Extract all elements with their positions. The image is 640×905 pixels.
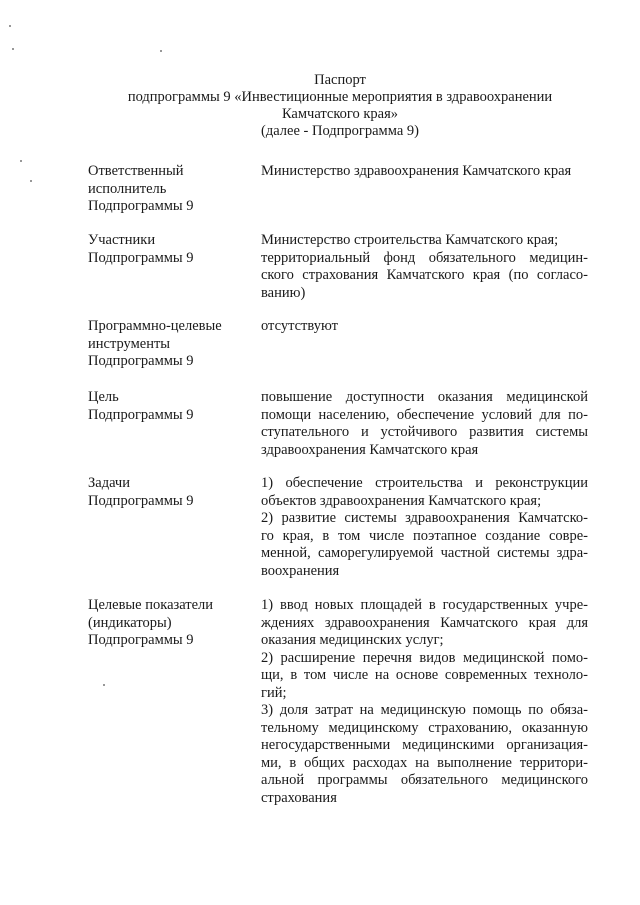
row-label-line: Задачи — [88, 475, 130, 491]
row-value-paragraph — [261, 232, 588, 250]
row-label — [88, 389, 248, 424]
row-value-line: ждениях здравоохранения Камчатского края для — [261, 614, 588, 631]
row-value — [261, 475, 588, 580]
header-subprogram-name: подпрограммы 9 «Инвестиционные мероприятия в здравоохранении — [127, 89, 553, 105]
row-value-line: здравоохранения Камчатского края — [261, 441, 479, 458]
row-value-line: территориальный фонд обязательного медицин- — [261, 249, 588, 266]
row-value-paragraph — [261, 389, 588, 459]
row-label-line: Цель — [88, 389, 119, 405]
row-value — [261, 389, 588, 459]
row-label-line: инструменты — [88, 335, 171, 352]
row-value-line: щи, в том числе на основе современных техноло- — [261, 667, 588, 683]
row-value-line: объектов здравоохранения Камчатского края; — [261, 492, 542, 509]
scan-speck — [160, 50, 162, 52]
row-label-line: Подпрограммы 9 — [88, 406, 194, 423]
row-value-line: 3) доля затрат на медицинскую помощь по обяза- — [261, 702, 588, 718]
row-value-line: ми, в общих расходах на выполнение территори- — [261, 754, 588, 771]
header-title: Паспорт — [314, 72, 366, 88]
row-label-line: Программно-целевые — [88, 318, 222, 334]
row-value-paragraph — [261, 510, 588, 580]
row-label-line: Подпрограммы 9 — [88, 492, 194, 509]
scan-speck — [30, 180, 32, 182]
scan-speck — [103, 684, 105, 686]
scan-speck — [9, 25, 11, 27]
row-value-line: го края, в том числе поэтапное создание совре- — [261, 527, 588, 544]
scan-speck — [20, 160, 22, 162]
row-label — [88, 163, 248, 216]
scan-speck — [12, 48, 14, 50]
row-value — [261, 232, 588, 302]
header-abbreviation: (далее - Подпрограмма 9) — [261, 123, 419, 139]
row-label — [88, 475, 248, 510]
row-label-line: Целевые показатели — [88, 597, 214, 613]
row-value-paragraph — [261, 650, 588, 703]
row-value-line: ванию) — [261, 284, 306, 301]
row-value-paragraph — [261, 597, 588, 650]
row-value — [261, 318, 588, 336]
row-value — [261, 163, 588, 181]
document-header — [90, 72, 590, 140]
row-value-line: страхования — [261, 789, 337, 806]
row-label-line: Участники — [88, 232, 156, 248]
row-value-line: Министерство здравоохранения Камчатского края — [261, 163, 572, 179]
row-value-line: 1) обеспечение строительства и реконструкции — [261, 475, 588, 491]
row-label-line: исполнитель — [88, 180, 167, 197]
row-value-line: 2) расширение перечня видов медицинской помо- — [261, 649, 588, 666]
row-value-line: гий; — [261, 684, 287, 701]
row-value-paragraph — [261, 702, 588, 807]
row-value-line: воохранения — [261, 562, 340, 579]
row-value-paragraph — [261, 475, 588, 510]
row-value-line: помощи населению, обеспечение условий для по- — [261, 406, 588, 423]
row-value-paragraph — [261, 250, 588, 303]
row-label-line: Ответственный — [88, 163, 184, 179]
row-label-line: (индикаторы) — [88, 614, 172, 631]
row-value-line: Министерство строительства Камчатского края; — [261, 232, 559, 248]
row-label-line: Подпрограммы 9 — [88, 249, 194, 266]
row-value-line: 1) ввод новых площадей в государственных учре- — [261, 597, 588, 613]
row-value-line: менной, саморегулируемой частной системы здра- — [261, 545, 588, 561]
row-value-line: отсутствуют — [261, 318, 338, 334]
row-value-line: ступательного и устойчивого развития системы — [261, 424, 588, 440]
row-value-line: ского страхования Камчатского края (по согласо- — [261, 267, 588, 283]
row-label — [88, 318, 248, 371]
header-subprogram-name-cont: Камчатского края» — [281, 106, 399, 122]
row-label-line: Подпрограммы 9 — [88, 198, 194, 214]
row-value-line: тельному медицинскому страхованию, оказанную — [261, 719, 588, 736]
row-value-line: повышение доступности оказания медицинской — [261, 389, 588, 405]
row-label-line: Подпрограммы 9 — [88, 353, 194, 369]
row-value-paragraph — [261, 163, 588, 181]
row-label-line: Подпрограммы 9 — [88, 632, 194, 648]
row-value — [261, 597, 588, 807]
row-label — [88, 232, 248, 267]
row-value-line: негосударственными медицинскими организация- — [261, 737, 588, 753]
row-label — [88, 597, 248, 650]
row-value-line: альной программы обязательного медицинского — [261, 772, 588, 788]
row-value-line: оказания медицинских услуг; — [261, 632, 444, 648]
row-value-line: 2) развитие системы здравоохранения Камчатско- — [261, 510, 588, 526]
row-value-paragraph — [261, 318, 588, 336]
